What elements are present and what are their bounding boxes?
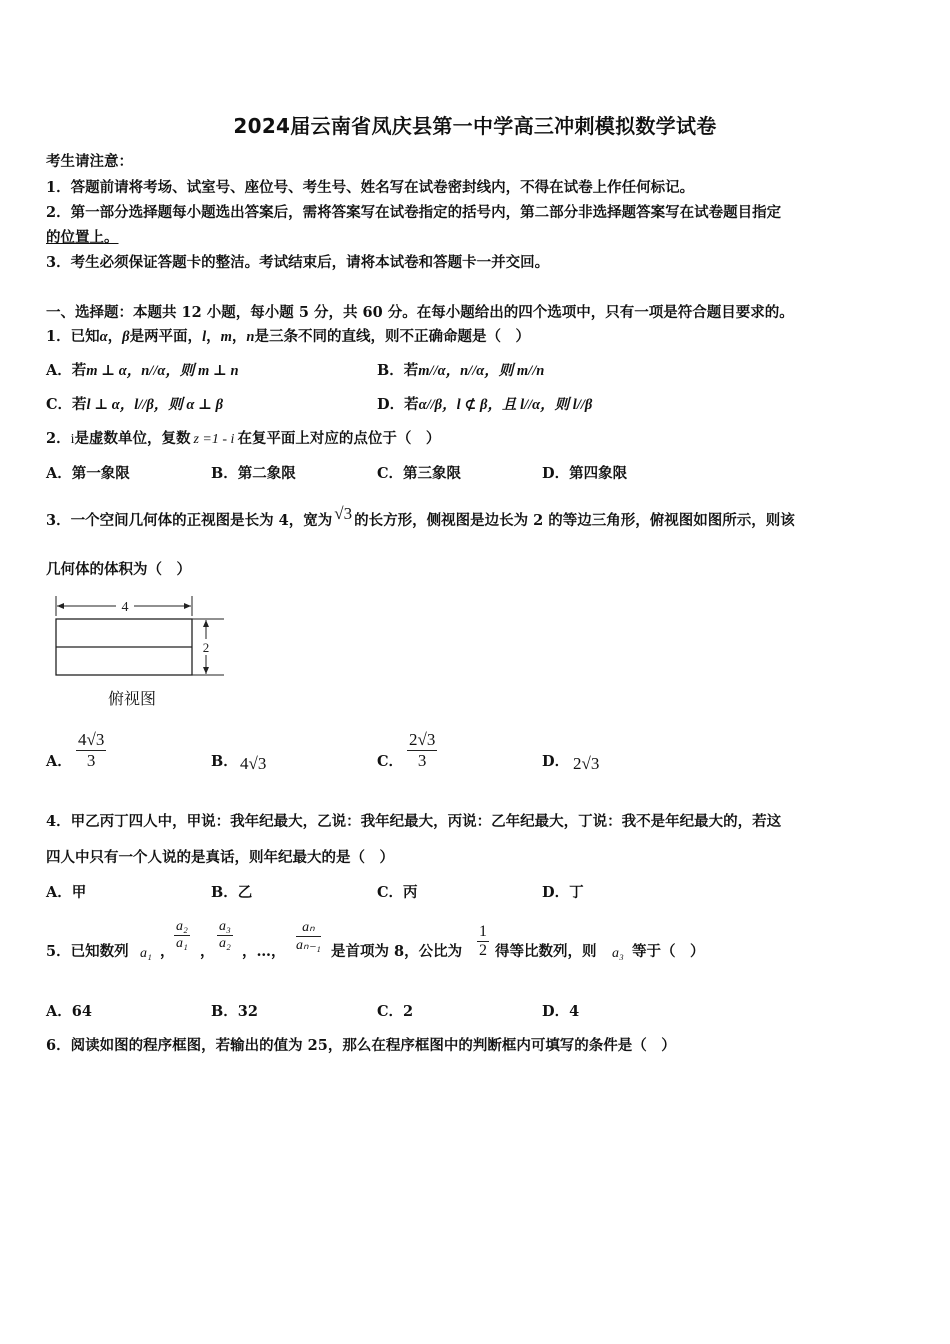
q1-stem-c: 是三条不同的直线，则不正确命题是（ ） bbox=[254, 328, 530, 345]
q5-option-b: B．32 bbox=[211, 1003, 258, 1020]
q1-l: l bbox=[202, 329, 207, 345]
q3-stem-cont: 几何体的体积为（ ） bbox=[46, 561, 191, 578]
q1-sep1: ， bbox=[206, 328, 221, 345]
q2-z-expr: z =1 - i bbox=[193, 432, 235, 447]
q1-stem-b: 是两平面， bbox=[129, 328, 203, 345]
fig-arrow-left bbox=[57, 603, 64, 609]
q2-option-d: D．第四象限 bbox=[542, 465, 628, 482]
fig-arrow-right bbox=[184, 603, 191, 609]
q5-f2-num: a₃ bbox=[219, 919, 231, 934]
q4-option-d: D．丁 bbox=[542, 884, 584, 901]
q2-stem-a: 2． bbox=[46, 430, 71, 447]
fig-arrow-up bbox=[203, 620, 209, 627]
q2-stem-b: 是虚数单位，复数 bbox=[74, 430, 191, 447]
q3-option-c-fraction bbox=[407, 730, 437, 771]
q3-option-a-num: 4√3 bbox=[78, 730, 105, 749]
q5-stem-d: 等于（ ） bbox=[632, 943, 705, 960]
q3-stem bbox=[46, 504, 795, 531]
notice-item-3: 3．考生必须保证答题卡的整洁。考试结束后，请将本试卷和答题卡一并交回。 bbox=[46, 254, 550, 271]
q3-option-b-value: 4√3 bbox=[240, 754, 267, 773]
q1-option-d-math: α//β，l ⊄ β，且 l//α，则 l//β bbox=[418, 397, 593, 413]
q1-option-d bbox=[377, 395, 592, 415]
q3-option-a-fraction bbox=[76, 730, 106, 771]
q5-f3-den: aₙ₋₁ bbox=[296, 938, 321, 953]
q5-stem-b: 是首项为 8，公比为 bbox=[331, 943, 463, 960]
q5-a1: a₁ bbox=[140, 946, 152, 961]
q5-f2-den: a₂ bbox=[219, 936, 231, 951]
notice-item-1: 1．答题前请将考场、试室号、座位号、考生号、姓名写在试卷密封线内，不得在试卷上作任何标记。 bbox=[46, 179, 695, 196]
top-view-figure bbox=[46, 592, 236, 688]
q5-half-fraction bbox=[477, 923, 489, 960]
q1-n: n bbox=[246, 329, 255, 345]
q5-f3-num: aₙ bbox=[296, 919, 321, 937]
q1-option-a-math: m ⊥ α，n//α，则 m ⊥ n bbox=[86, 363, 239, 379]
q3-option-c-den: 3 bbox=[417, 751, 427, 770]
q4-option-b: B．乙 bbox=[211, 884, 253, 901]
q1-option-b-label: B．若 bbox=[377, 362, 419, 379]
q2-stem-c: 在复平面上对应的点位于（ ） bbox=[237, 430, 441, 447]
notice-item-2-cont bbox=[46, 228, 119, 248]
q1-stem bbox=[46, 327, 530, 347]
fig-arrow-down bbox=[203, 667, 209, 674]
q3-option-c-label: C． bbox=[377, 753, 404, 770]
q3-sqrt3: √3 bbox=[334, 504, 353, 523]
q2-i: i bbox=[70, 432, 75, 447]
q1-beta: β bbox=[122, 329, 130, 345]
q5-fraction-2 bbox=[217, 919, 233, 952]
q5-comma-2: ， bbox=[200, 943, 215, 960]
q5-stem-a: 5．已知数列 bbox=[46, 943, 129, 960]
q5-a3: a₃ bbox=[612, 946, 624, 961]
fig-width-label: 4 bbox=[121, 600, 129, 615]
q5-option-d: D．4 bbox=[542, 1003, 580, 1020]
q4-stem-cont: 四人中只有一个人说的是真话，则年纪最大的是（ ） bbox=[46, 849, 394, 866]
q5-stem-c: 得等比数列，则 bbox=[495, 943, 597, 960]
q3-option-d-value: 2√3 bbox=[573, 754, 600, 773]
q2-stem bbox=[46, 429, 440, 450]
notice-item-2-cont-text: 的位置上。 bbox=[46, 229, 119, 246]
q5-half-den: 2 bbox=[479, 942, 487, 959]
q2-option-a: A．第一象限 bbox=[46, 465, 130, 482]
q3-stem-b: 的长方形，侧视图是边长为 2 的等边三角形，俯视图如图所示，则该 bbox=[354, 512, 795, 529]
page-title: 2024届云南省凤庆县第一中学高三冲刺模拟数学试卷 bbox=[233, 114, 717, 138]
section-heading: 一、选择题：本题共 12 小题，每小题 5 分，共 60 分。在每小题给出的四个选项中，只有一项是符合题目要求的。 bbox=[46, 304, 794, 321]
q5-option-a: A．64 bbox=[46, 1003, 92, 1020]
q1-option-d-label: D．若 bbox=[377, 396, 419, 413]
q5-fraction-1 bbox=[174, 919, 190, 952]
q1-option-c-math: l ⊥ α，l//β，则 α ⊥ β bbox=[86, 397, 224, 413]
q2-option-c: C．第三象限 bbox=[377, 465, 462, 482]
q5-comma-1: ， bbox=[160, 943, 175, 960]
q3-option-a-den: 3 bbox=[86, 751, 96, 770]
q1-option-c bbox=[46, 395, 223, 415]
q4-stem: 4．甲乙丙丁四人中，甲说：我年纪最大，乙说：我年纪最大，丙说：乙年纪最大，丁说：我不是年纪最大的，若这 bbox=[46, 813, 782, 830]
q1-option-b-math: m//α，n//α，则 m//n bbox=[418, 363, 545, 379]
q1-stem-a: 1．已知 bbox=[46, 328, 100, 345]
q1-option-b bbox=[377, 361, 544, 381]
q5-option-c: C．2 bbox=[377, 1003, 414, 1020]
q1-sep2: ， bbox=[231, 328, 247, 345]
q5-fraction-3 bbox=[296, 919, 321, 954]
q2-option-b: B．第二象限 bbox=[211, 465, 296, 482]
q1-comma: ， bbox=[107, 328, 123, 345]
q5-dots: ，…， bbox=[242, 943, 286, 960]
q3-option-c-num: 2√3 bbox=[409, 730, 436, 749]
q3-option-b-label: B． bbox=[211, 753, 238, 770]
q3-stem-a: 3．一个空间几何体的正视图是长为 4，宽为 bbox=[46, 512, 333, 529]
notice-item-2: 2．第一部分选择题每小题选出答案后，需将答案写在试卷指定的括号内，第二部分非选择题答案写在试卷题目指定 bbox=[46, 204, 782, 221]
fig-caption: 俯视图 bbox=[108, 689, 157, 708]
q1-option-a-label: A．若 bbox=[46, 362, 87, 379]
q5-half-num: 1 bbox=[479, 923, 487, 940]
q4-option-a: A．甲 bbox=[46, 884, 87, 901]
q3-option-d-label: D． bbox=[542, 753, 570, 770]
notice-heading: 考生请注意： bbox=[46, 153, 133, 170]
q4-option-c: C．丙 bbox=[377, 884, 418, 901]
q1-alpha: α bbox=[99, 329, 108, 345]
q1-m: m bbox=[220, 329, 232, 345]
fig-height-label: 2 bbox=[202, 640, 210, 655]
q3-option-a-label: A． bbox=[46, 753, 72, 770]
q6-stem: 6．阅读如图的程序框图，若输出的值为 25，那么在程序框图中的判断框内可填写的条件是（ ） bbox=[46, 1037, 676, 1054]
q1-option-c-label: C．若 bbox=[46, 396, 87, 413]
q5-f1-num: a₂ bbox=[176, 919, 188, 934]
q5-f1-den: a₁ bbox=[176, 936, 188, 951]
q1-option-a bbox=[46, 361, 239, 381]
